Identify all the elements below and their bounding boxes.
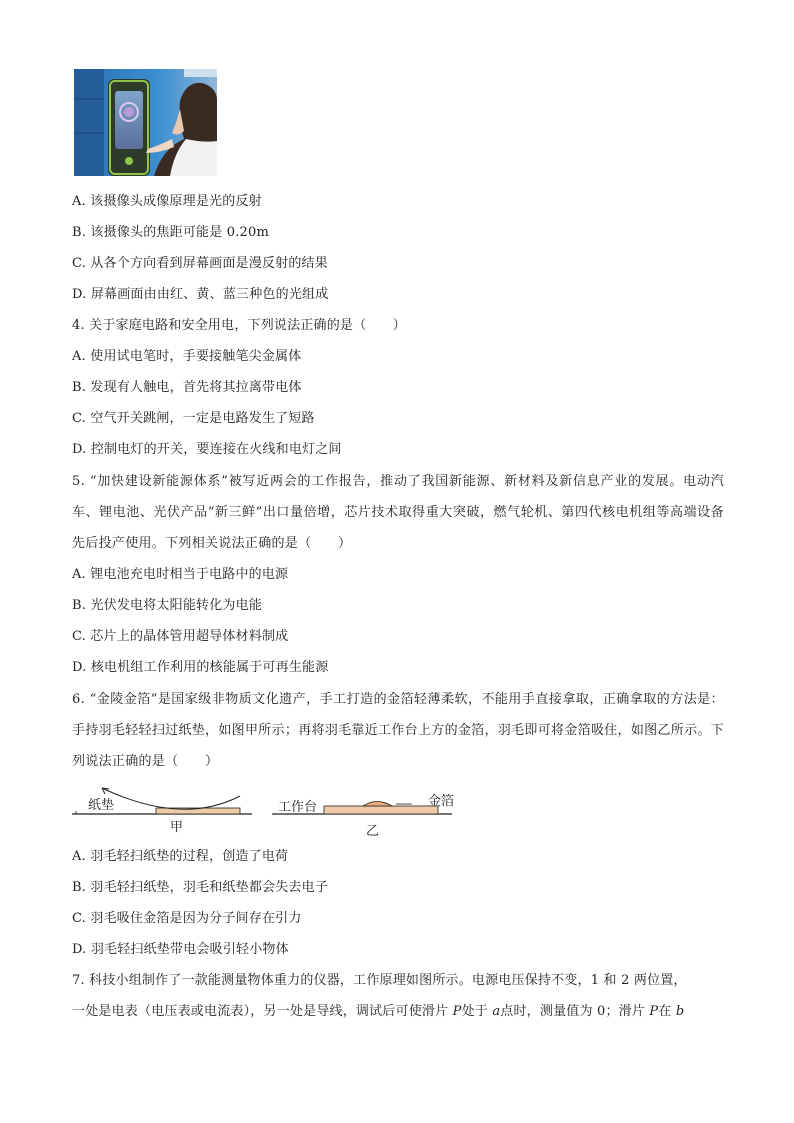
- q6-fig-right-label: 工作台: [278, 800, 318, 815]
- q6-fig-left-label: 纸垫: [88, 798, 115, 813]
- face-recognition-photo: [74, 69, 217, 176]
- q7-text-a: 一处是电表（电压表或电流表），另一处是导线，调试后可使滑片: [72, 1004, 453, 1019]
- q7-text-b: 处于: [461, 1004, 493, 1019]
- q6-figure: [72, 782, 462, 842]
- q6-option-a: A. 羽毛轻扫纸垫的过程，创造了电荷: [72, 849, 289, 864]
- q3-option-c: C. 从各个方向看到屏幕画面是漫反射的结果: [72, 256, 328, 271]
- q7-line-1: 7. 科技小组制作了一款能测量物体重力的仪器，工作原理如图所示。电源电压保持不变，1 和 2 两位置，: [72, 973, 687, 988]
- q6-option-c: C. 羽毛吸住金箔是因为分子间存在引力: [72, 911, 302, 926]
- q7-var-a: a: [492, 1004, 501, 1019]
- q7-line-2: [72, 1004, 684, 1020]
- q4-option-c: C. 空气开关跳闸，一定是电路发生了短路: [72, 411, 315, 426]
- q4-option-d: D. 控制电灯的开关，要连接在火线和电灯之间: [72, 442, 342, 457]
- q6-fig-left-caption: 甲: [170, 820, 184, 835]
- q5-option-d: D. 核电机组工作利用的核能属于可再生能源: [72, 660, 329, 675]
- q4-stem: 4. 关于家庭电路和安全用电，下列说法正确的是（ ）: [72, 318, 406, 333]
- q7-text-c: 点时，测量值为 0；滑片: [500, 1004, 650, 1019]
- q3-option-d: D. 屏幕画面由由红、黄、蓝三种色的光组成: [72, 287, 329, 302]
- q6-fig-right-caption: 乙: [366, 824, 380, 839]
- q6-stem: 6. “金陵金箔”是国家级非物质文化遗产，手工打造的金箔轻薄柔软，不能用手直接拿取，正确拿取的方法是：手持羽毛轻轻扫过纸垫，如图甲所示；再将羽毛靠近工作台上方的金箔，羽毛即可将金箔吸住，如图乙所示。下列说法正确的是（ ）: [72, 692, 724, 769]
- q6-option-b: B. 羽毛轻扫纸垫，羽毛和纸垫都会失去电子: [72, 880, 329, 895]
- q7-var-p: P: [452, 1004, 462, 1019]
- q5-option-a: A. 锂电池充电时相当于电路中的电源: [72, 567, 289, 582]
- q7-var-b: b: [675, 1004, 685, 1019]
- q7-text-d: 在: [658, 1004, 676, 1019]
- q3-option-b: B. 该摄像头的焦距可能是 0.20m: [72, 225, 270, 240]
- q4-option-a: A. 使用试电笔时，手要接触笔尖金属体: [72, 349, 302, 364]
- q4-option-b: B. 发现有人触电，首先将其拉离带电体: [72, 380, 302, 395]
- q5-option-b: B. 光伏发电将太阳能转化为电能: [72, 598, 263, 613]
- q7-var-p-2: P: [649, 1004, 659, 1019]
- q5-option-c: C. 芯片上的晶体管用超导体材料制成: [72, 629, 289, 644]
- q3-option-a: A. 该摄像头成像原理是光的反射: [72, 194, 262, 209]
- q6-option-d: D. 羽毛轻扫纸垫带电会吸引轻小物体: [72, 942, 289, 957]
- q5-stem: 5. “加快建设新能源体系”被写近两会的工作报告，推动了我国新能源、新材料及新信息产业的发展。电动汽车、锂电池、光伏产品“新三鲜”出口量倍增，芯片技术取得重大突破，燃气轮机、第四代核电机组等高端设备先后投产使用。下列相关说法正确的是（ ）: [72, 474, 724, 551]
- q6-fig-foil-label: 金箔: [428, 794, 455, 809]
